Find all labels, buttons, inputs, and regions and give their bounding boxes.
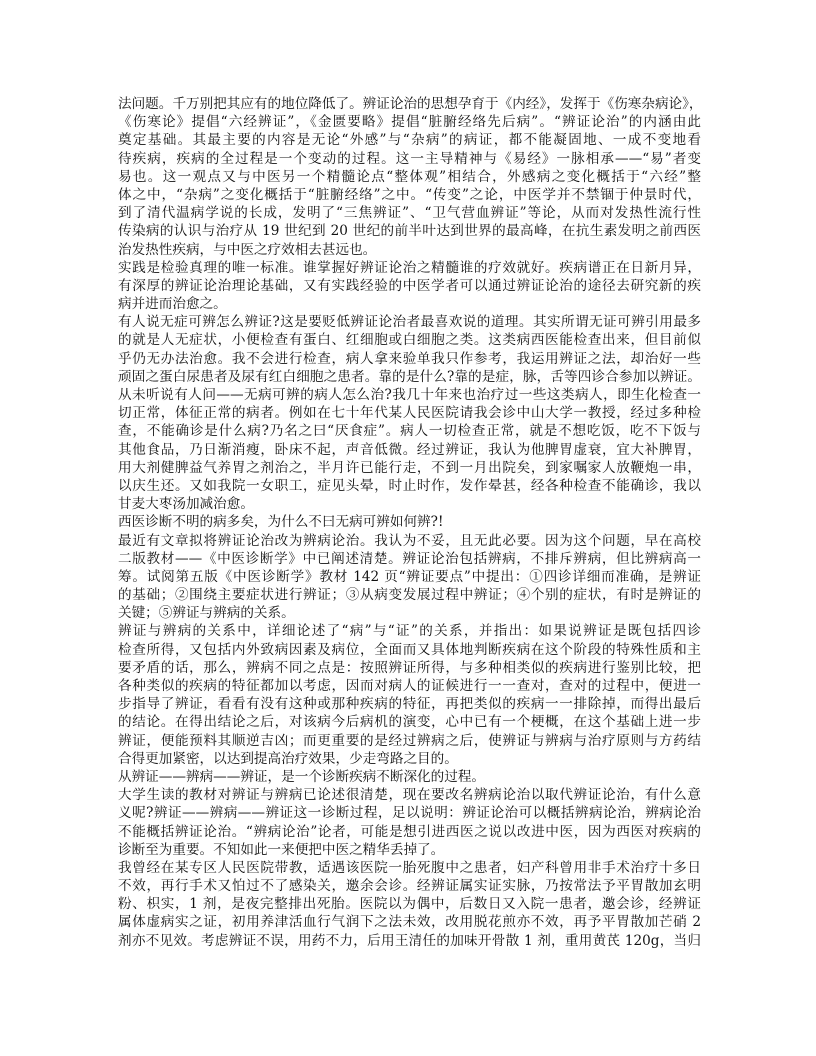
- text-line: 到了清代温病学说的长成，发明了“三焦辨证”、“卫气营血辨证”等论，从而对发热性流行性: [118, 205, 701, 222]
- text-line: 奠定基础。其最主要的内容是无论“外感”与“杂病”的病证，都不能凝固地、一成不变地看: [118, 132, 701, 149]
- text-line: 不能概括辨证论治。“辨病论治”论者，可能是想引进西医之说以改进中医，因为西医对疾病的: [118, 823, 701, 840]
- text-line: 实践是检验真理的唯一标准。谁掌握好辨证论治之精髓谁的疗效就好。疾病谱正在日新月异，: [118, 259, 701, 276]
- text-line: 的基础；②围绕主要症状进行辨证；③从病变发展过程中辨证；④个别的症状，有时是辨证的: [118, 587, 701, 604]
- text-line: 待疾病，疾病的全过程是一个变动的过程。这一主导精神与《易经》一脉相承——“易”者变: [118, 150, 701, 167]
- text-line: 甘麦大枣汤加减治愈。: [118, 496, 254, 513]
- text-line: 有深厚的辨证论治理论基础，又有实践经验的中医学者可以通过辨证论治的途径去研究新的疾: [118, 277, 701, 294]
- text-line: 从辨证——辨病——辨证，是一个诊断疾病不断深化的过程。: [118, 768, 486, 785]
- text-line: 义呢?辨证——辨病——辨证这一诊断过程，足以说明：辨证论治可以概括辨病论治，辨病论治: [118, 805, 701, 822]
- text-line: 以庆生还。又如我院一女职工，症见头晕，时止时作，发作晕甚，经各种检查不能确诊，我以: [118, 477, 701, 494]
- text-line: 不效，再行手术又怕过不了感染关，邀余会诊。经辨证属实证实脉，乃按常法予平胃散加玄明: [118, 878, 701, 895]
- text-line: 诊断至为重要。不知如此一来便把中医之精华丢掉了。: [118, 841, 445, 858]
- text-line: 辨证，便能预料其顺逆吉凶；而更重要的是经过辨病之后，使辨证与辨病与治疗原则与方药结: [118, 732, 701, 749]
- text-line: 粉、枳实，1 剂，是夜完整排出死胎。医院以为偶中，后数日又入院一患者，邀会诊，经辨证: [118, 896, 701, 913]
- text-line: 的就是人无症状，小便检查有蛋白、红细胞或白细胞之类。这类病西医能检查出来，但目前似: [118, 332, 701, 349]
- text-line: 最近有文章拟将辨证论治改为辨病论治。我认为不妥，且无此必要。因为这个问题，早在高校: [118, 532, 701, 549]
- text-line: 切正常，体征正常的病者。例如在七十年代某人民医院请我会诊中山大学一教授，经过多种检: [118, 405, 701, 422]
- text-line: 从未听说有人问——无病可辨的病人怎么治?我几十年来也治疗过一些这类病人，即生化检查一: [118, 387, 701, 403]
- text-line: 治发热性疾病，与中医之疗效相去甚远也。: [118, 241, 377, 258]
- paragraph: [118, 859, 701, 950]
- document-body: [118, 95, 701, 950]
- text-line: 用大剂健脾益气养胃之剂治之，半月许已能行走，不到一月出院矣，到家嘱家人放鞭炮一串，: [118, 459, 701, 476]
- text-line: 乎仍无办法治愈。我不会进行检查，病人拿来验单我只作参考，我运用辨证之法，却治好一些: [118, 350, 701, 367]
- paragraph: [118, 95, 701, 259]
- text-line: 二版教材——《中医诊断学》中已阐述清楚。辨证论治包括辨病，不排斥辨病，但比辨病高一: [118, 550, 701, 567]
- text-line: 西医诊断不明的病多矣，为什么不曰无病可辨如何辨?!: [118, 514, 444, 531]
- text-line: 查，不能确诊是什么病?乃名之曰“厌食症”。病人一切检查正常，就是不想吃饭，吃不下饭与: [118, 423, 701, 440]
- paragraph: [118, 313, 701, 513]
- text-line: 检查所得，又包括内外致病因素及病位，全面而又具体地判断疾病在这个阶段的特殊性质和主: [118, 641, 701, 658]
- text-line: 剂亦不见效。考虑辨证不误，用药不力，后用王清任的加味开骨散 1 剂，重用黄芪 120g，当归: [118, 932, 701, 949]
- text-line: 有人说无症可辨怎么辨证?这是要贬低辨证论治者最喜欢说的道理。其实所谓无证可辨引用最多: [118, 314, 701, 331]
- text-line: 步指导了辨证，看看有没有这种或那种疾病的特征，再把类似的疾病一一排除掉，而得出最后: [118, 696, 701, 713]
- text-line: 的结论。在得出结论之后，对该病今后病机的演变，心中已有一个梗概，在这个基础上进一步: [118, 714, 701, 731]
- text-line: 顽固之蛋白尿患者及尿有红白细胞之患者。靠的是什么?靠的是症，脉，舌等四诊合参加以辨证。: [118, 368, 701, 385]
- text-line: 法问题。千万别把其应有的地位降低了。辨证论治的思想孕育于《内经》，发挥于《伤寒杂病论》，: [118, 96, 703, 112]
- paragraph: [118, 532, 701, 623]
- paragraph: [118, 786, 701, 859]
- text-line: 各种类似的疾病的特征都加以考虑，因而对病人的证候进行一一查对，查对的过程中，便进一: [118, 678, 701, 694]
- text-line: 关键；⑤辨证与辨病的关系。: [118, 605, 295, 622]
- text-line: 合得更加紧密，以达到提高治疗效果，少走弯路之目的。: [118, 750, 458, 767]
- text-line: 我曾经在某专区人民医院带教，适遇该医院一胎死腹中之患者，妇产科曾用非手术治疗十多日: [118, 859, 701, 876]
- text-line: 体之中，“杂病”之变化概括于“脏腑经络”之中。“传变”之论，中医学并不禁锢于仲景时代，: [118, 186, 701, 203]
- paragraph: [118, 513, 701, 531]
- text-line: 要矛盾的话，那么，辨病不同之点是：按照辨证所得，与多种相类似的疾病进行鉴别比较，把: [118, 659, 701, 676]
- text-line: 其他食品，乃日渐消瘦，卧床不起，声音低微。经过辨证，我认为他脾胃虚衰，宜大补脾胃，: [118, 441, 701, 458]
- text-line: 病并进而治愈之。: [118, 296, 227, 313]
- paragraph: [118, 622, 701, 768]
- text-line: 《伤寒论》提倡“六经辨证”，《金匮要略》提倡“脏腑经络先后病”。“辨证论治”的内涵由此: [118, 114, 701, 131]
- text-line: 属体虚病实之证，初用养津活血行气润下之法未效，改用脱花煎亦不效，再予平胃散加芒硝 2: [118, 914, 701, 931]
- text-line: 筹。试阅第五版《中医诊断学》教材 142 页“辨证要点”中提出：①四诊详细而准确，是辨证: [118, 568, 701, 585]
- paragraph: [118, 768, 701, 786]
- text-line: 大学生读的教材对辨证与辨病已论述很清楚，现在要改名辨病论治以取代辨证论治，有什么意: [118, 787, 701, 804]
- text-line: 易也。这一观点又与中医另一个精髓论点“整体观”相结合，外感病之变化概括于“六经”整: [118, 168, 701, 185]
- text-line: 辨证与辨病的关系中，详细论述了“病”与“证”的关系，并指出：如果说辨证是既包括四诊: [118, 623, 701, 640]
- text-line: 传染病的认识与治疗从 19 世纪到 20 世纪的前半叶达到世界的最高峰，在抗生素发明之前西医: [118, 223, 701, 240]
- paragraph: [118, 259, 701, 314]
